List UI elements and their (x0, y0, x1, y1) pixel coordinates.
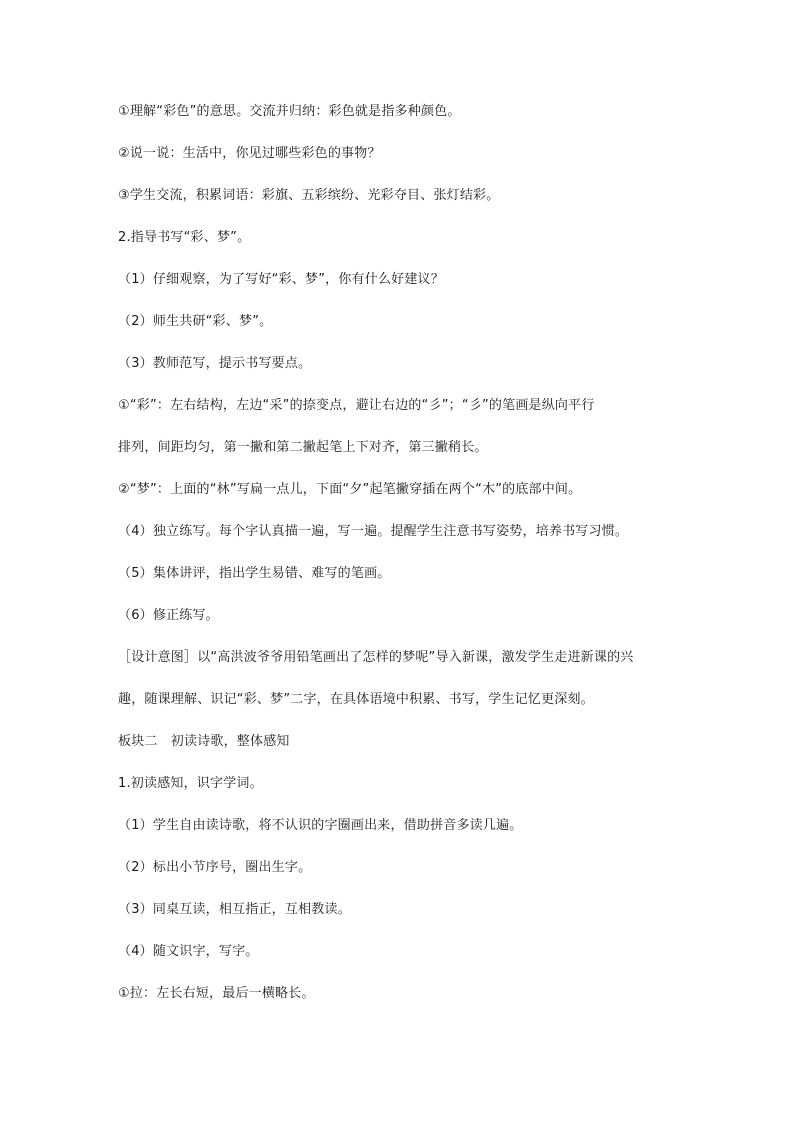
design-intent-line: 趣，随课理解、识记“彩、梦”二字，在具体语境中积累、书写，学生记忆更深刻。 (118, 692, 594, 707)
design-intent-line: ［设计意图］以“高洪波爷爷用铅笔画出了怎样的梦呢”导入新课，激发学生走进新课的兴 (118, 650, 634, 665)
text-line: ①理解“彩色”的意思。交流并归纳：彩色就是指多种颜色。 (118, 104, 461, 119)
text-line: （4）独立练写。每个字认真描一遍，写一遍。提醒学生注意书写姿势，培养书写习惯。 (118, 524, 629, 539)
text-line: （1）仔细观察，为了写好“彩、梦”，你有什么好建议？ (118, 272, 444, 287)
section-heading: 板块二 初读诗歌，整体感知 (118, 734, 290, 749)
text-line: （6）修正练写。 (118, 608, 219, 623)
subsection-heading: 1.初读感知，识字学词。 (118, 776, 263, 791)
text-line: ③学生交流，积累词语：彩旗、五彩缤纷、光彩夺目、张灯结彩。 (118, 188, 500, 203)
text-line: （2）师生共研“彩、梦”。 (118, 314, 273, 329)
text-line: （3）同桌互读，相互指正，互相教读。 (118, 902, 351, 917)
text-line: （1）学生自由读诗歌，将不认识的字圈画出来，借助拼音多读几遍。 (118, 818, 523, 833)
text-line: （3）教师范写，提示书写要点。 (118, 356, 312, 371)
text-line: 排列，间距均匀，第一撇和第二撇起笔上下对齐，第三撇稍长。 (118, 440, 488, 455)
text-line: （5）集体讲评，指出学生易错、难写的笔画。 (118, 566, 391, 581)
text-line: ②“梦”：上面的“林”写扁一点儿，下面“夕”起笔撇穿插在两个“木”的底部中间。 (118, 482, 582, 497)
text-line: ①拉：左长右短，最后一横略长。 (118, 986, 315, 1001)
text-line: （4）随文识字，写字。 (118, 944, 259, 959)
section-heading: 2.指导书写“彩、梦”。 (118, 230, 251, 245)
text-line: （2）标出小节序号，圈出生字。 (118, 860, 312, 875)
text-line: ①“彩”：左右结构，左边“采”的捺变点，避让右边的“彡”；“彡”的笔画是纵向平行 (118, 398, 595, 413)
text-line: ②说一说：生活中，你见过哪些彩色的事物？ (118, 146, 381, 161)
